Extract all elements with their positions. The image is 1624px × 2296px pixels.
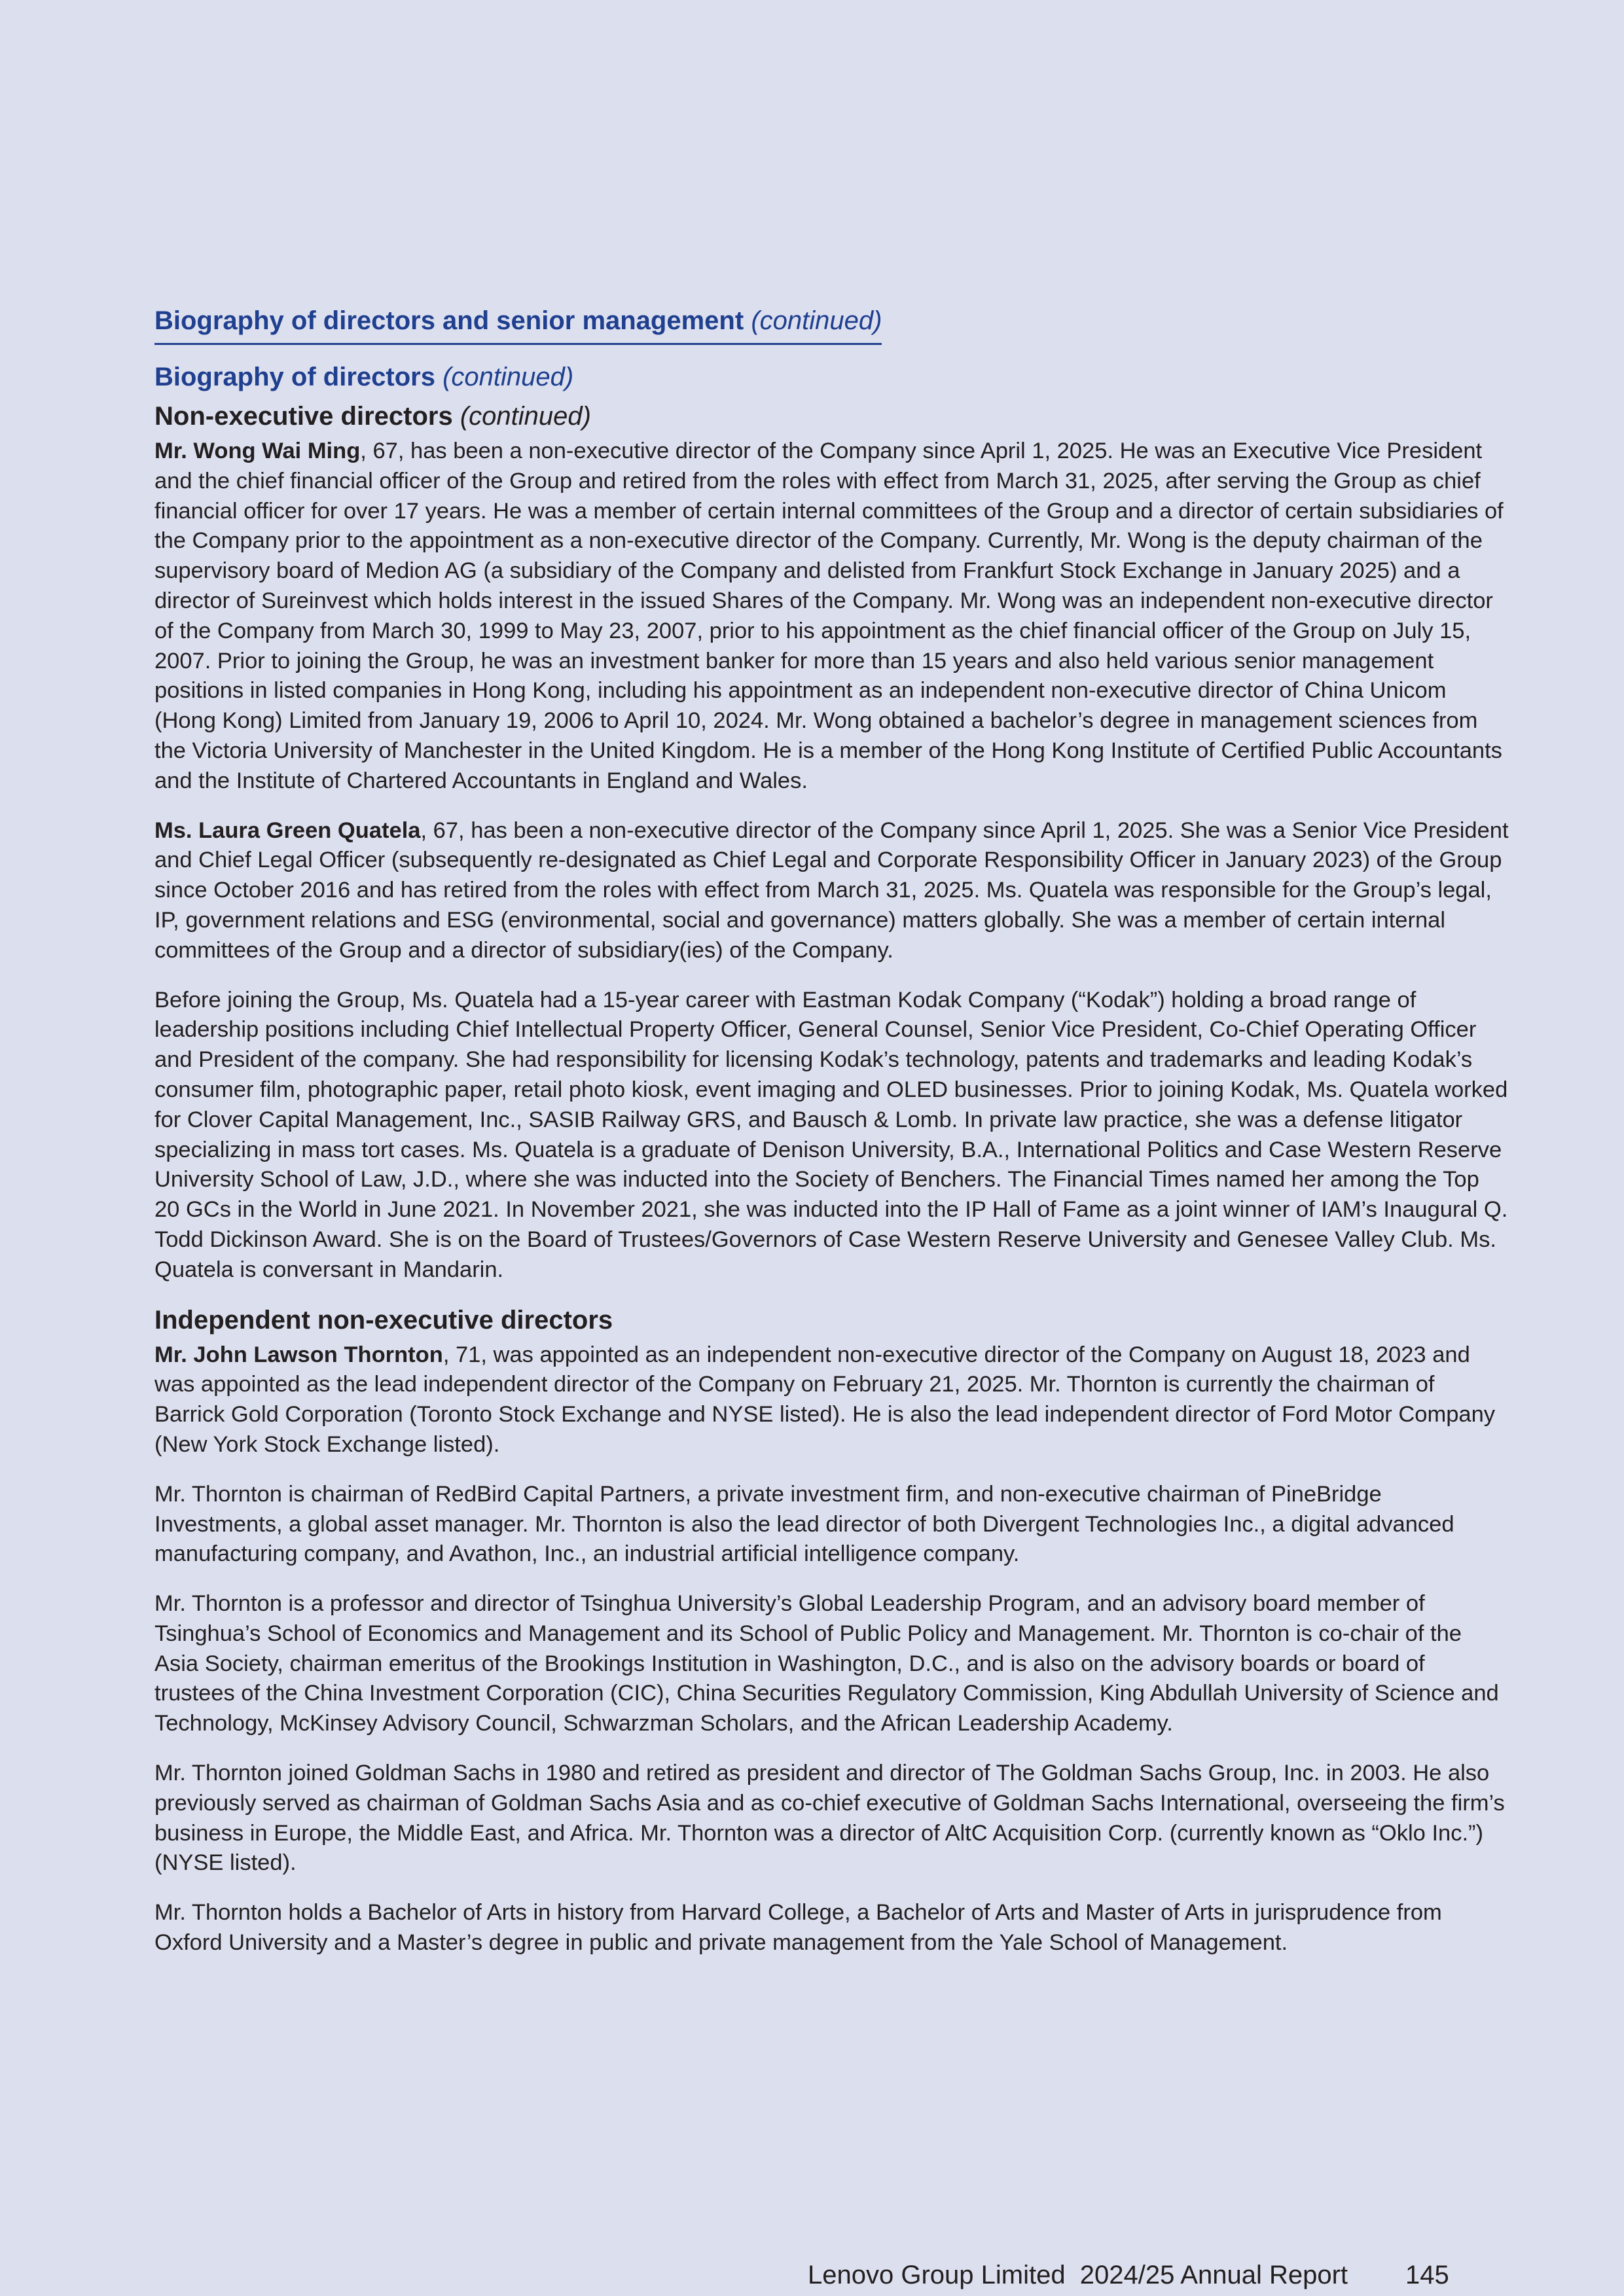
sub-title [154, 359, 1509, 395]
non-executive-heading-text: Non-executive directors [154, 402, 453, 431]
section-title [154, 302, 882, 345]
bio-thornton-goldman: Mr. Thornton joined Goldman Sachs in 1980 and retired as president and director of The Goldman Sachs Group, Inc. in 2003. He also previously served as chairman of Goldman Sachs Asia and as co-chief executive of Goldman Sachs International, overseeing the firm’s business in Europe, the Middle East, and Africa. Mr. Thornton was a director of AltC Acquisition Corp. (currently known as “Oklo Inc.”) (NYSE listed). [154, 1761, 1505, 1876]
director-name: Mr. John Lawson Thornton [154, 1342, 443, 1367]
bio-text: , 71, was appointed as an independent non-executive director of the Company on August 18, 2023 and was appointed as the lead independent director of the Company on February 21, 2025. Mr. Thornton is currently the chairman of Barrick Gold Corporation (Toronto Stock Exchange and NYSE listed). He is also the lead independent director of Ford Motor Company (New York Stock Exchange listed). [154, 1342, 1496, 1457]
non-executive-heading-continued: (continued) [460, 402, 591, 431]
independent-heading: Independent non-executive directors [154, 1305, 613, 1335]
bio-thornton-tsinghua: Mr. Thornton is a professor and director of Tsinghua University’s Global Leadership Program, and an advisory board member of Tsinghua’s School of Economics and Management and its School of Public Policy and Management. Mr. Thornton is co-chair of the Asia Society, chairman emeritus of the Brookings Institution in Washington, D.C., and is also on the advisory boards or board of trustees of the China Investment Corporation (CIC), China Securities Regulatory Commission, King Abdullah University of Science and Technology, McKinsey Advisory Council, Schwarzman Scholars, and the African Leadership Academy. [154, 1591, 1499, 1736]
director-name: Mr. Wong Wai Ming [154, 439, 361, 463]
footer-report-title: Lenovo Group Limited 2024/25 Annual Report [808, 2261, 1348, 2289]
bio-text: , 67, has been a non-executive director of the Company since April 1, 2025. She was a Senior Vice President and Chief Legal Officer (subsequently re-designated as Chief Legal and Corporate Responsibility Officer in January 2023) of the Group since October 2016 and has retired from the roles with effect from March 31, 2025. Ms. Quatela was responsible for the Group’s legal, IP, government relations and ESG (environmental, social and governance) matters globally. She was a member of certain internal committees of the Group and a director of subsidiary(ies) of the Company. [154, 817, 1509, 963]
document-body [154, 302, 1509, 1958]
bio-text: , 67, has been a non-executive director of the Company since April 1, 2025. He was an Executive Vice President and the chief financial officer of the Group and retired from the roles with effect from March 31, 2025, after serving the Group as chief financial officer for over 17 years. He was a member of certain internal committees of the Group and a director of certain subsidiaries of the Company prior to the appointment as a non-executive director of the Company. Currently, Mr. Wong is the deputy chairman of the supervisory board of Medion AG (a subsidiary of the Company and delisted from Frankfurt Stock Exchange in January 2025) and a director of Sureinvest which holds interest in the issued Shares of the Company. Mr. Wong was an independent non-executive director of the Company from March 30, 1999 to May 23, 2007, prior to his appointment as the chief financial officer of the Group on July 15, 2007. Prior to joining the Group, he was an investment banker for more than 15 years and also held various senior management positions in listed companies in Hong Kong, including his appointment as an independent non-executive director of China Unicom (Hong Kong) Limited from January 19, 2006 to April 10, 2024. Mr. Wong obtained a bachelor’s degree in management sciences from the Victoria University of Manchester in the United Kingdom. He is a member of the Hong Kong Institute of Certified Public Accountants and the Institute of Chartered Accountants in England and Wales. [154, 439, 1504, 793]
non-executive-heading [154, 399, 1509, 434]
bio-laura-green-quatela [154, 816, 1509, 966]
bio-john-lawson-thornton [154, 1340, 1509, 1460]
bio-thornton-education: Mr. Thornton holds a Bachelor of Arts in history from Harvard College, a Bachelor of Arts and Master of Arts in jurisprudence from Oxford University and a Master’s degree in public and private management from the Yale School of Management. [154, 1900, 1442, 1956]
sub-title-continued: (continued) [442, 363, 574, 391]
bio-quatela-career: Before joining the Group, Ms. Quatela had a 15-year career with Eastman Kodak Company (“Kodak”) holding a broad range of leadership positions including Chief Intellectual Property Officer, General Counsel, Senior Vice President, Co-Chief Operating Officer and President of the company. She had responsibility for licensing Kodak’s technology, patents and trademarks and leading Kodak’s consumer film, photographic paper, retail photo kiosk, event imaging and OLED businesses. Prior to joining Kodak, Ms. Quatela worked for Clover Capital Management, Inc., SASIB Railway GRS, and Bausch & Lomb. In private law practice, she was a defense litigator specializing in mass tort cases. Ms. Quatela is a graduate of Denison University, B.A., International Politics and Case Western Reserve University School of Law, J.D., where she was inducted into the Society of Benchers. The Financial Times named her among the Top 20 GCs in the World in June 2021. In November 2021, she was inducted into the IP Hall of Fame as a joint winner of IAM’s Inaugural Q. Todd Dickinson Award. She is on the Board of Trustees/Governors of Case Western Reserve University and Genesee Valley Club. Ms. Quatela is conversant in Mandarin. [154, 987, 1508, 1282]
sub-title-text: Biography of directors [154, 363, 435, 391]
page-number: 145 [1405, 2261, 1449, 2289]
page-footer [808, 2257, 1449, 2293]
section-title-text: Biography of directors and senior management [154, 306, 744, 335]
section-title-continued: (continued) [751, 306, 882, 335]
bio-thornton-redbird: Mr. Thornton is chairman of RedBird Capital Partners, a private investment firm, and non-executive chairman of PineBridge Investments, a global asset manager. Mr. Thornton is also the lead director of both Divergent Technologies Inc., a digital advanced manufacturing company, and Avathon, Inc., an industrial artificial intelligence company. [154, 1481, 1454, 1567]
bio-wong-wai-ming [154, 437, 1509, 797]
director-name: Ms. Laura Green Quatela [154, 817, 421, 843]
